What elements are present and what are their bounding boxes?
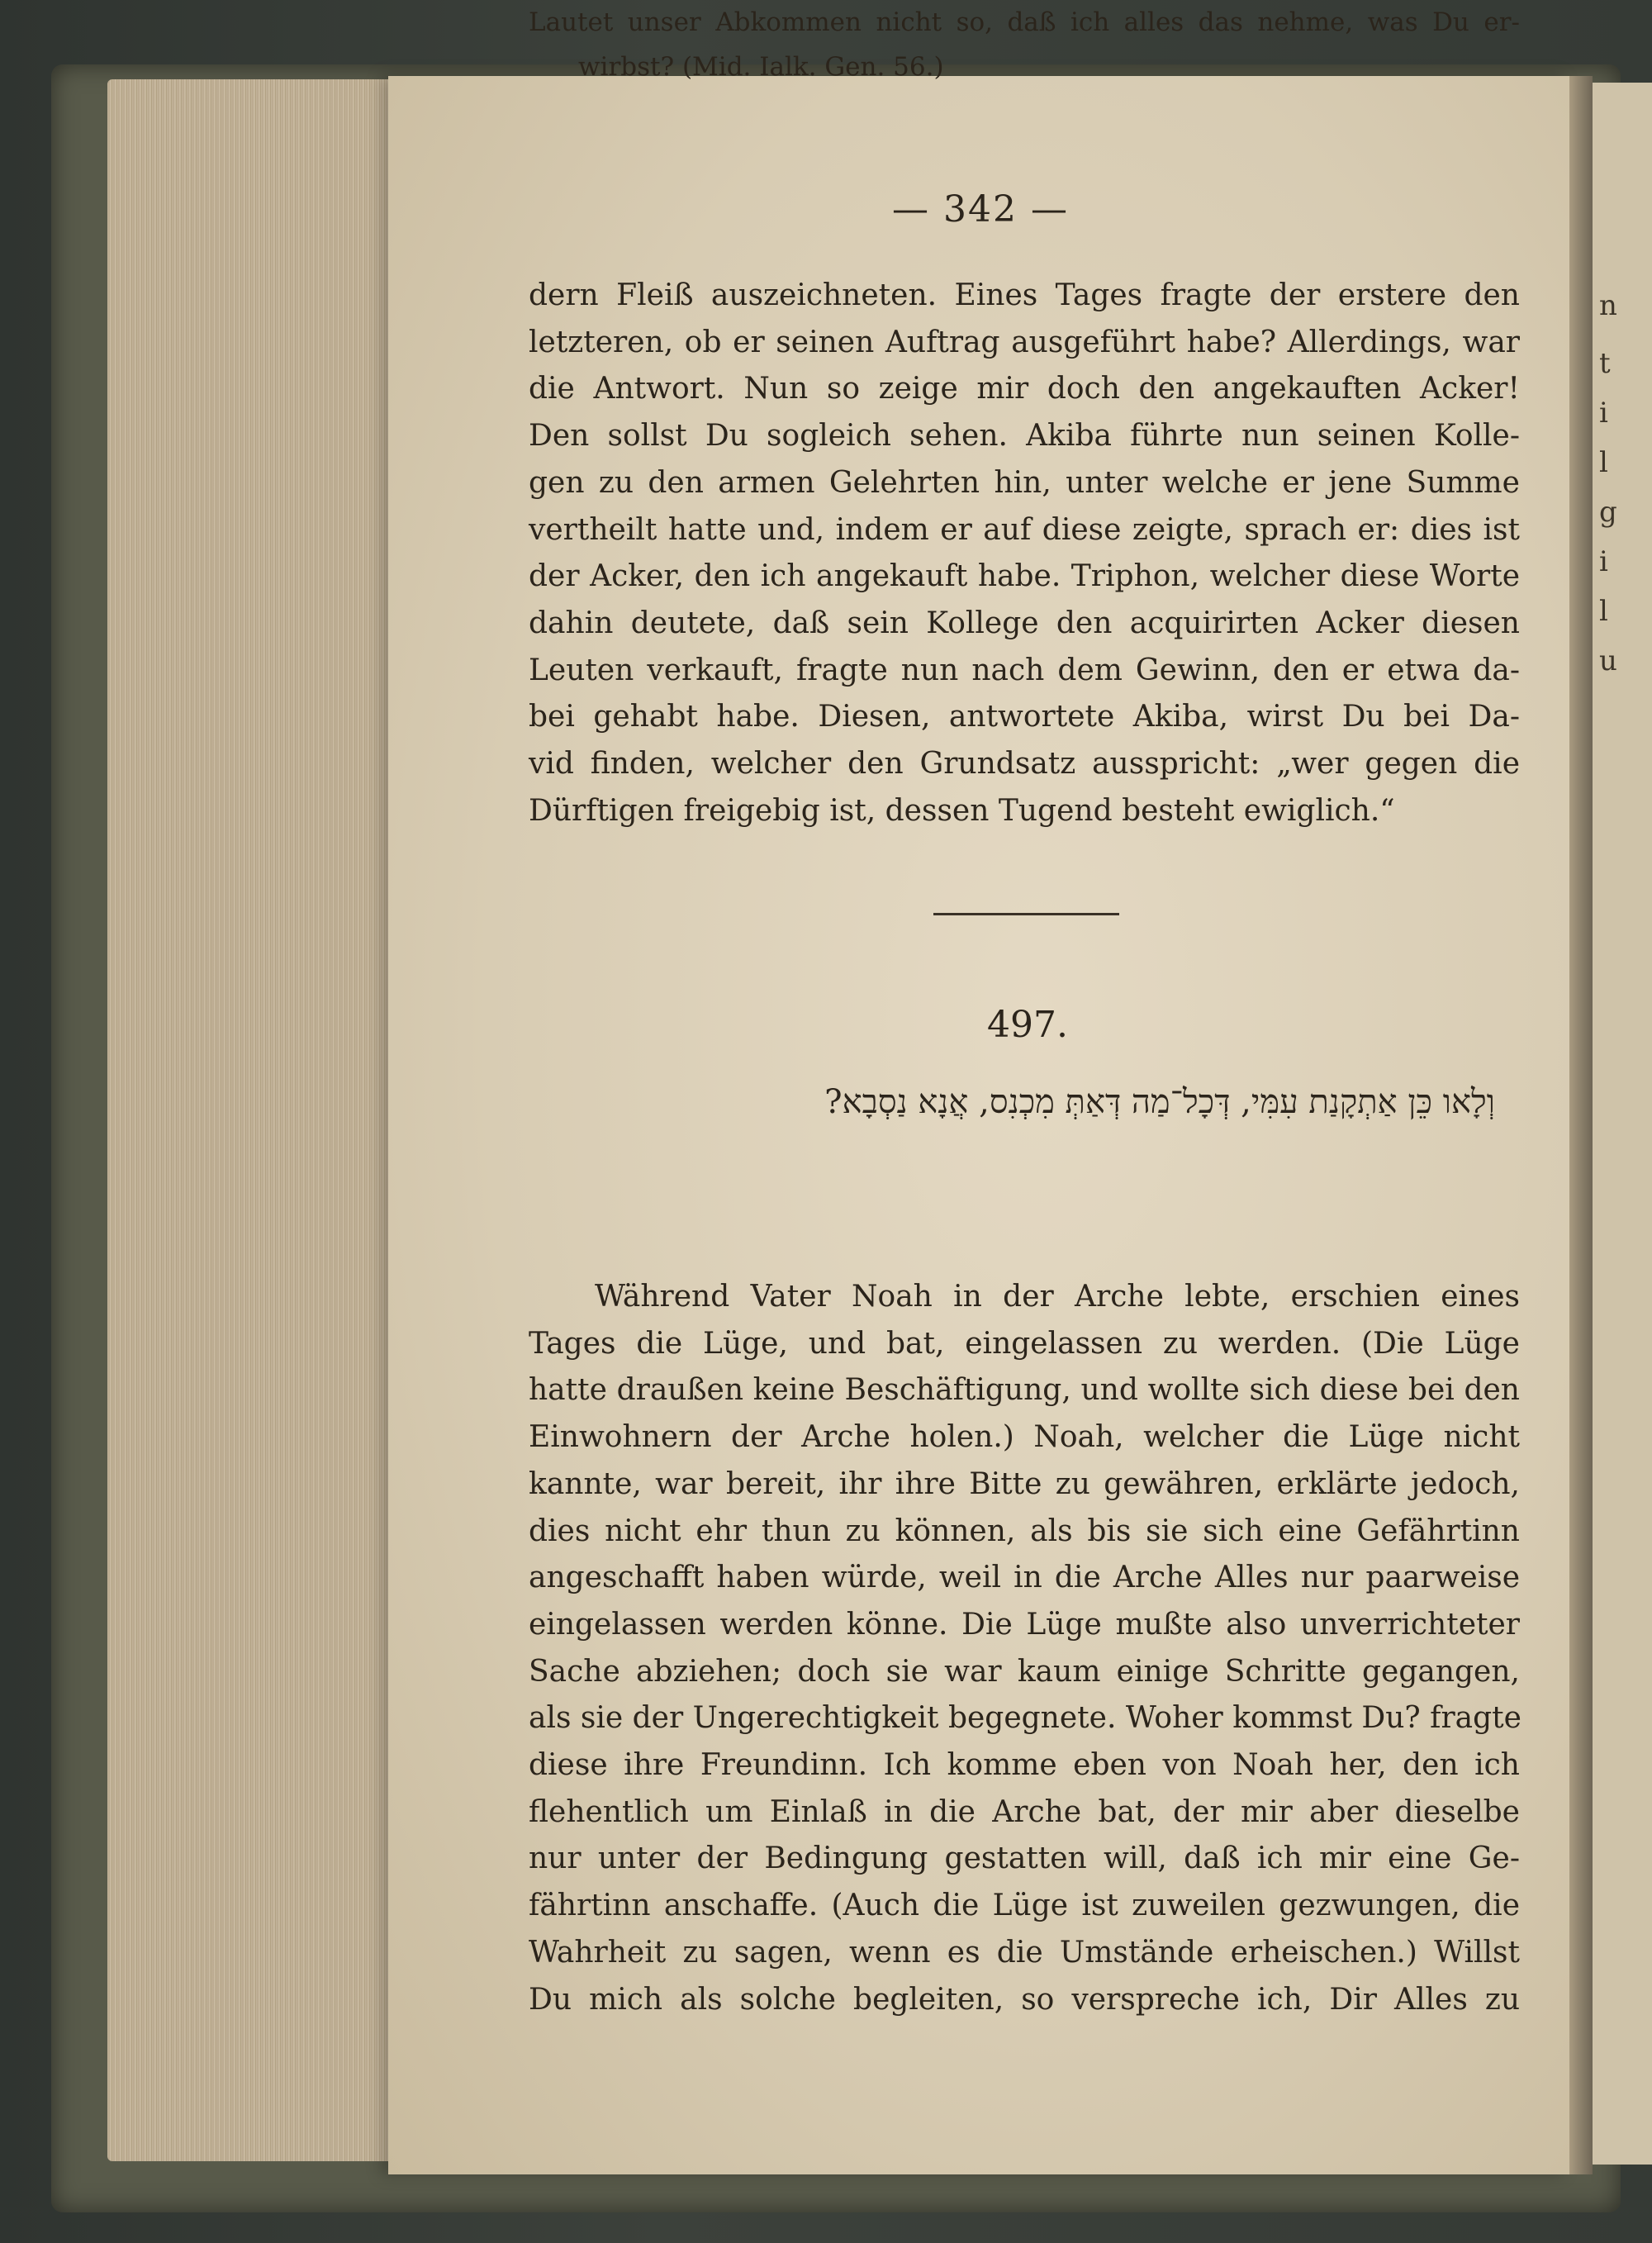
section-number: 497. [987,1004,1068,1046]
text-line: vertheilt hatte und, indem er auf diese zeigte, sprach er: dies ist [529,512,1520,547]
next-page-letter: u [1599,644,1617,677]
text-line: Du mich als solche begleiten, so verspreche ich, Dir Alles zu [529,1982,1520,2017]
section-divider [933,913,1119,915]
text-line: kannte, war bereit, ihr ihre Bitte zu gewähren, erklärte jedoch, [529,1466,1520,1501]
text-line: dies nicht ehr thun zu können, als bis sie sich eine Gefährtinn [529,1514,1520,1548]
page-number: — 342 — [892,188,1069,230]
text-line: dahin deutete, daß sein Kollege den acquirirten Acker diesen [529,606,1520,640]
text-line: diese ihre Freundinn. Ich komme eben von Noah her, den ich [529,1748,1520,1783]
hebrew-verse: וְלָאו כֵּן אַתְקָנַת עִמִּי, דְּכָל־מַה דְּאַתְּ מִכְנִס, אֲנָא נַסְבָא? [824,1083,1495,1121]
text-line: Den sollst Du sogleich sehen. Akiba führte nun seinen Kolle- [529,419,1520,454]
text-line: eingelassen werden könne. Die Lüge mußte also unverrichteter [529,1607,1520,1642]
text-line: Einwohnern der Arche holen.) Noah, welcher die Lüge nicht [529,1420,1520,1455]
text-line: Dürftigen freigebig ist, dessen Tugend besteht ewiglich.“ [529,793,1395,828]
text-line: Tages die Lüge, und bat, eingelassen zu werden. (Die Lüge [529,1326,1520,1361]
text-line: bei gehabt habe. Diesen, antwortete Akiba, wirst Du bei Da- [529,700,1520,734]
next-page-letter: t [1599,347,1611,380]
paragraph-continuation [529,273,1520,834]
next-page-letter: i [1599,397,1608,430]
text-line: der Acker, den ich angekauft habe. Triphon, welcher diese Worte [529,559,1520,594]
text-line: dern Fleiß auszeichneten. Eines Tages fragte der erstere den [529,278,1520,312]
text-line: letzteren, ob er seinen Auftrag ausgeführt habe? Allerdings, war [529,325,1520,359]
page-edges [107,79,396,2161]
text-line: gen zu den armen Gelehrten hin, unter welche er jene Summe [529,465,1520,500]
translation-line: wirbst? (Mid. Ialk. Gen. 56.) [578,52,944,82]
text-line: fährtinn anschaffe. (Auch die Lüge ist zuweilen gezwungen, die [529,1889,1520,1923]
next-page-letter: i [1599,545,1608,578]
next-page-letter: l [1599,595,1608,628]
text-line: Während Vater Noah in der Arche lebte, erschien eines [595,1280,1520,1314]
text-line: Sache abziehen; doch sie war kaum einige Schritte gegangen, [529,1654,1520,1689]
text-line: flehentlich um Einlaß in die Arche bat, der mir aber dieselbe [529,1794,1520,1829]
text-line: Wahrheit zu sagen, wenn es die Umstände erheischen.) Willst [529,1935,1520,1970]
next-page-letter: l [1599,446,1608,479]
next-page-letter: n [1599,289,1617,322]
text-line: vid finden, welcher den Grundsatz ausspricht: „wer gegen die [529,747,1520,782]
paragraph-section-497 [529,1274,1520,2023]
text-line: Leuten verkauft, fragte nun nach dem Gewinn, den er etwa da- [529,653,1520,687]
text-line: die Antwort. Nun so zeige mir doch den angekauften Acker! [529,372,1520,406]
translation-line: Lautet unser Abkommen nicht so, daß ich alles das nehme, was Du er- [529,7,1520,37]
text-line: als sie der Ungerechtigkeit begegnete. Woher kommst Du? fragte [529,1701,1521,1736]
book-gutter [1569,76,1593,2174]
next-page-letter: g [1599,496,1617,529]
translation [529,0,1520,89]
text-line: angeschafft haben würde, weil in die Arche Alles nur paarweise [529,1561,1520,1595]
right-page-edge [1593,83,1652,2165]
text-line: nur unter der Bedingung gestatten will, daß ich mir eine Ge- [529,1841,1520,1876]
text-line: hatte draußen keine Beschäftigung, und wollte sich diese bei den [529,1373,1520,1408]
